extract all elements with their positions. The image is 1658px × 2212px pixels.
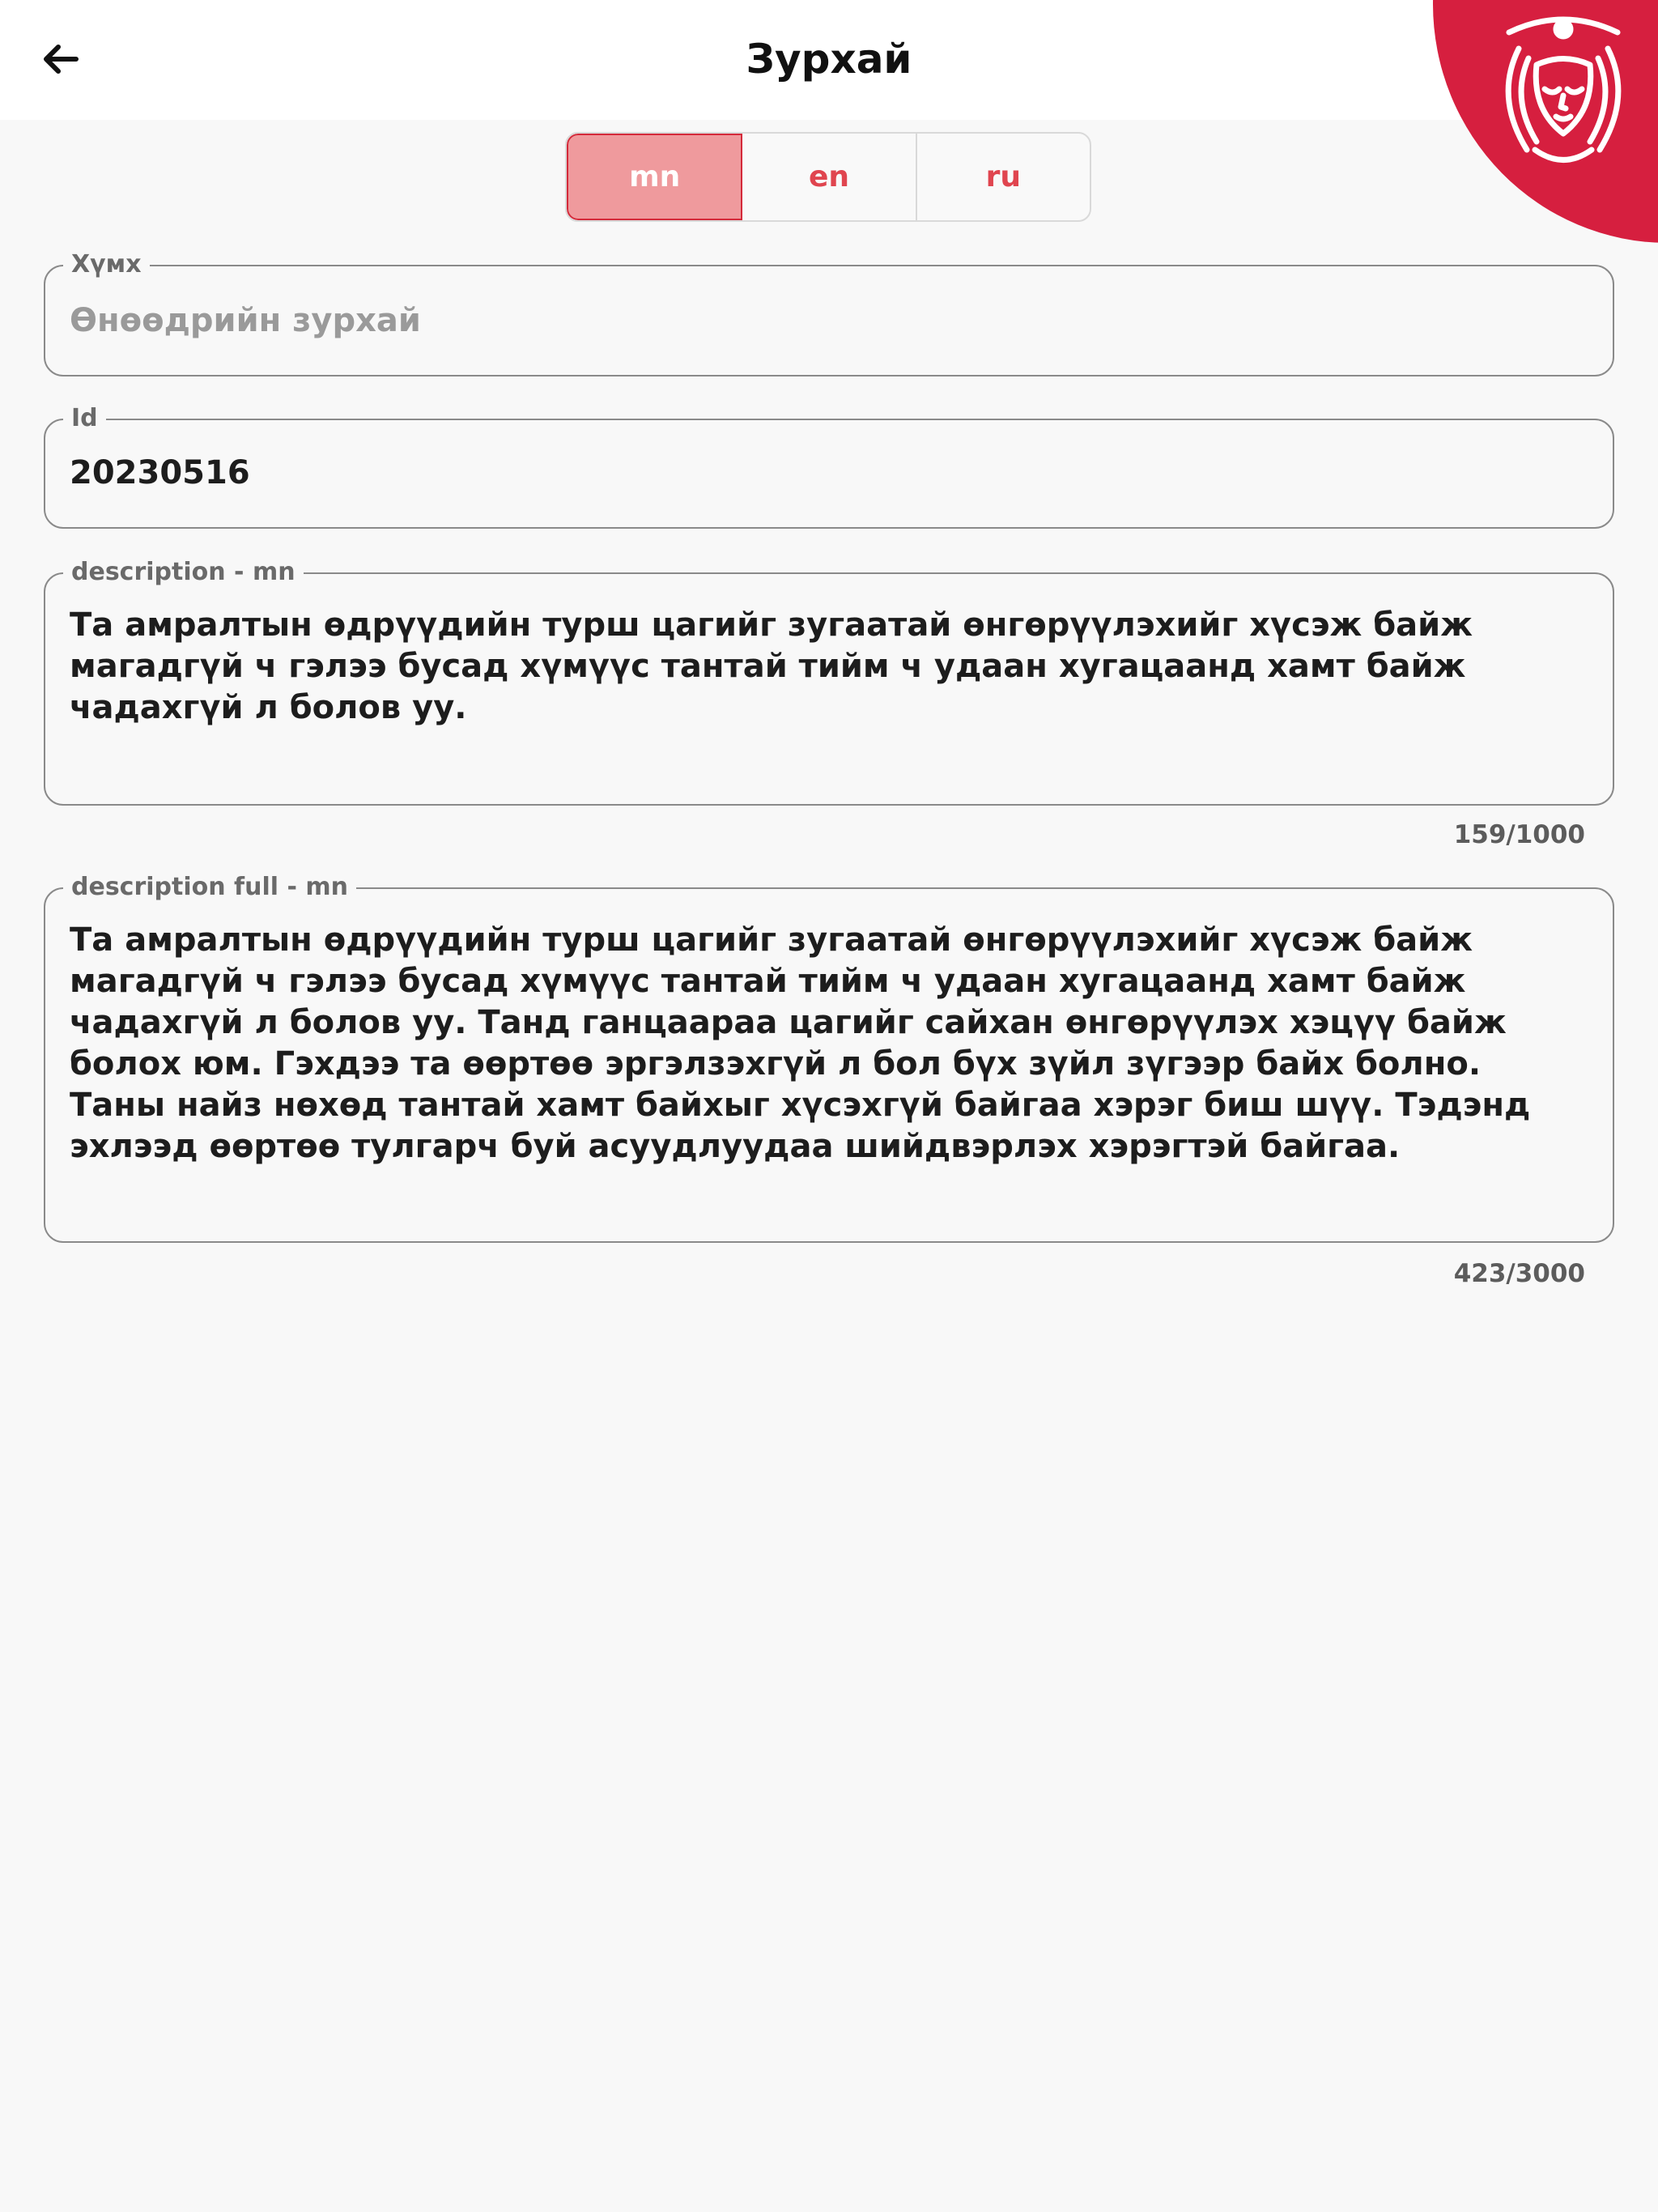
description-mn-field[interactable] [44, 558, 1614, 806]
tab-lang-en[interactable]: en [742, 134, 916, 220]
description-full-mn-value: Та амралтын өдрүүдийн турш цагийг зугаатай өнгөрүүлэхийг хүсэж байж магадгүй ч гэлээ бусад хүмүүс тантай тийм ч удаан хугацаанд хамт байж чадахгүй л болов уу. Танд ганцаараа цагийг сайхан өнгөрүүлэх хэцүү байж болох юм. Гэхдээ та өөртөө эргэлзэхгүй л бол бүх зүйл зүгээр байх болно. Таны найз нөхөд тантай хамт байхыг хүсэхгүй байгаа хэрэг биш шүү. Тэдэнд эхлээд өөртөө тулгарч буй асуудлуудаа шийдвэрлэх хэрэгтэй байгаа. [70, 921, 1531, 1165]
page-title: Зурхай [746, 36, 912, 83]
app-header [0, 0, 1658, 120]
id-field[interactable] [44, 404, 1614, 529]
id-field-value: 20230516 [70, 454, 250, 491]
tab-lang-mn[interactable]: mn [567, 134, 742, 220]
id-field-label: Id [63, 402, 106, 435]
description-mn-value: Та амралтын өдрүүдийн турш цагийг зугаатай өнгөрүүлэхийг хүсэж байж магадгүй ч гэлээ бусад хүмүүс тантай тийм ч удаан хугацаанд хамт байж чадахгүй л болов уу. [70, 606, 1473, 726]
language-selector [565, 132, 1091, 222]
description-full-mn-counter: 423/3000 [1453, 1259, 1585, 1288]
tab-lang-ru[interactable]: ru [985, 160, 1022, 194]
description-mn-label: description - mn [63, 556, 304, 589]
name-field-placeholder: Өнөөдрийн зурхай [70, 302, 421, 339]
brand-logo-icon [1486, 8, 1640, 170]
description-full-mn-field[interactable] [44, 873, 1614, 1243]
description-full-mn-label: description full - mn [63, 871, 356, 904]
description-mn-counter: 159/1000 [1453, 820, 1585, 849]
name-field[interactable] [44, 250, 1614, 376]
name-field-label: Хүмх [63, 249, 150, 281]
